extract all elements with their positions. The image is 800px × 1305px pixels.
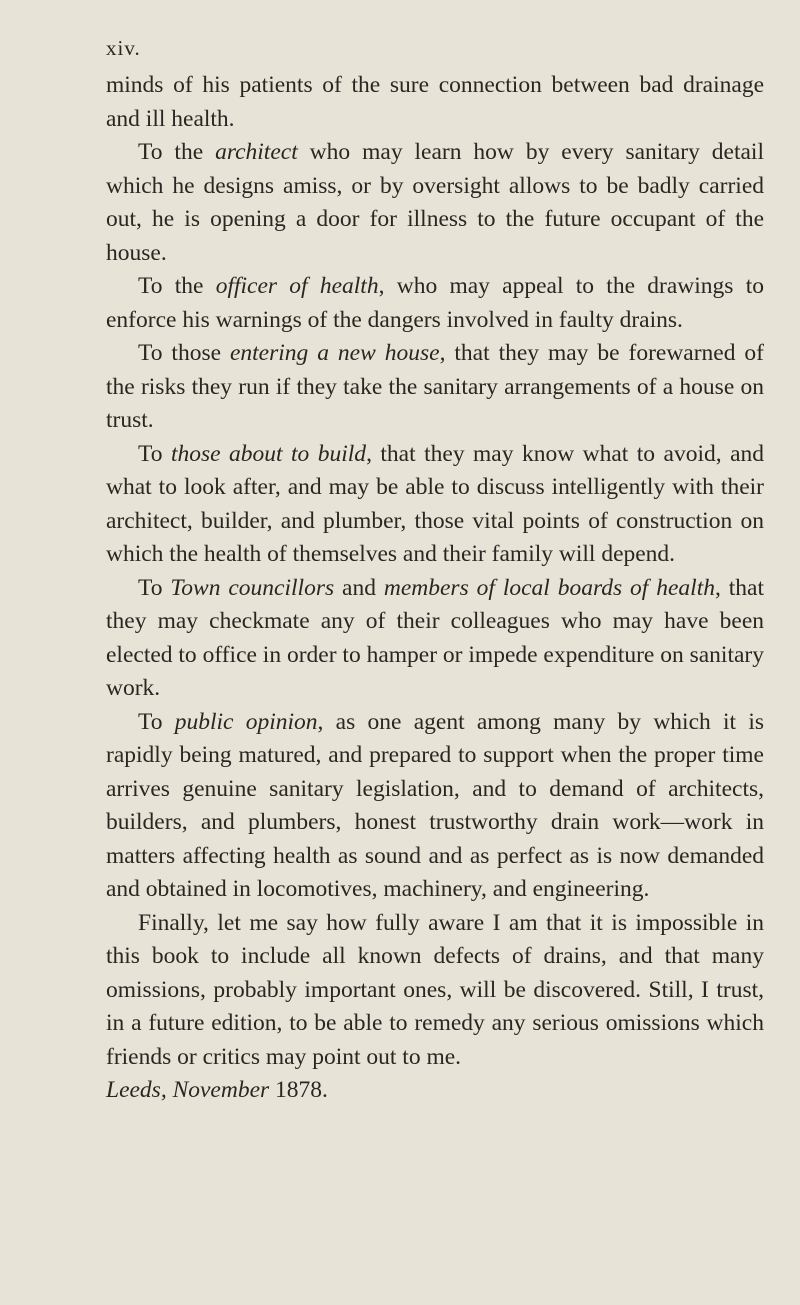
text-run: To bbox=[138, 440, 171, 467]
preface-text bbox=[106, 69, 764, 1074]
signature-line bbox=[106, 1074, 764, 1108]
paragraph bbox=[106, 907, 764, 1075]
paragraph bbox=[106, 438, 764, 572]
emphasis-text: entering a new house bbox=[229, 340, 440, 366]
text-run: , that they may know what to avoid, and what to look after, and may be able to discuss intelligently with their architect, builder, and plumber, those vital points of construction on which the health of themselves and their family will depend. bbox=[106, 440, 764, 567]
signature-year: 1878. bbox=[275, 1077, 328, 1103]
text-run: To those bbox=[138, 340, 230, 366]
signature-place-date: Leeds, November bbox=[106, 1077, 270, 1103]
text-run: minds of his patients of the sure connection between bad drainage and ill health. bbox=[106, 72, 764, 132]
text-run: Finally, let me say how fully aware I am that it is impossible in this book to include all known defects of drains, and that many omissions, probably important ones, will be discovered. Still, I trust, in a future edition, to be able to remedy any serious omissions which friends or critics may point out to me. bbox=[106, 909, 764, 1070]
paragraph bbox=[106, 337, 764, 438]
text-run: , who may appeal to the drawings to enforce his warnings of the dangers involved in faulty drains. bbox=[106, 273, 764, 333]
emphasis-text: public opinion bbox=[174, 708, 318, 735]
paragraph bbox=[106, 572, 764, 706]
text-run: , that they may checkmate any of their colleagues who may have been elected to office in order to hamper or impede expenditure on sanitary work. bbox=[106, 574, 764, 701]
paragraph bbox=[106, 706, 764, 907]
paragraph bbox=[106, 270, 764, 337]
text-run: , that they may be forewarned of the risks they run if they take the sanitary arrangements of a house on trust. bbox=[106, 340, 765, 433]
text-run: To the bbox=[138, 139, 216, 165]
text-run: and bbox=[334, 574, 384, 601]
emphasis-text: Town councillors bbox=[170, 574, 335, 601]
text-run: , as one agent among many by which it is rapidly being matured, and prepared to support when the proper time arrives genuine sanitary legislation, and to demand of architects, builders, and plumbers, honest trustworthy drain work—work in matters affecting health as sound and as perfect as is now demanded and obtained in locomotives, machinery, and engineering. bbox=[106, 708, 765, 902]
text-run: To bbox=[138, 574, 171, 601]
emphasis-text: members of local boards of health bbox=[383, 574, 715, 601]
page-number: xiv. bbox=[106, 36, 141, 60]
emphasis-text: officer of health bbox=[215, 273, 379, 299]
text-run: who may learn how by every sanitary detail which he designs amiss, or by oversight allows to be badly carried out, he is opening a door for illness to the future occupant of the house. bbox=[106, 139, 764, 266]
emphasis-text: those about to build bbox=[170, 440, 367, 467]
text-run: To the bbox=[138, 273, 216, 299]
emphasis-text: architect bbox=[215, 139, 298, 165]
paragraph bbox=[106, 69, 764, 136]
paragraph bbox=[106, 136, 764, 270]
text-run: To bbox=[138, 708, 175, 735]
